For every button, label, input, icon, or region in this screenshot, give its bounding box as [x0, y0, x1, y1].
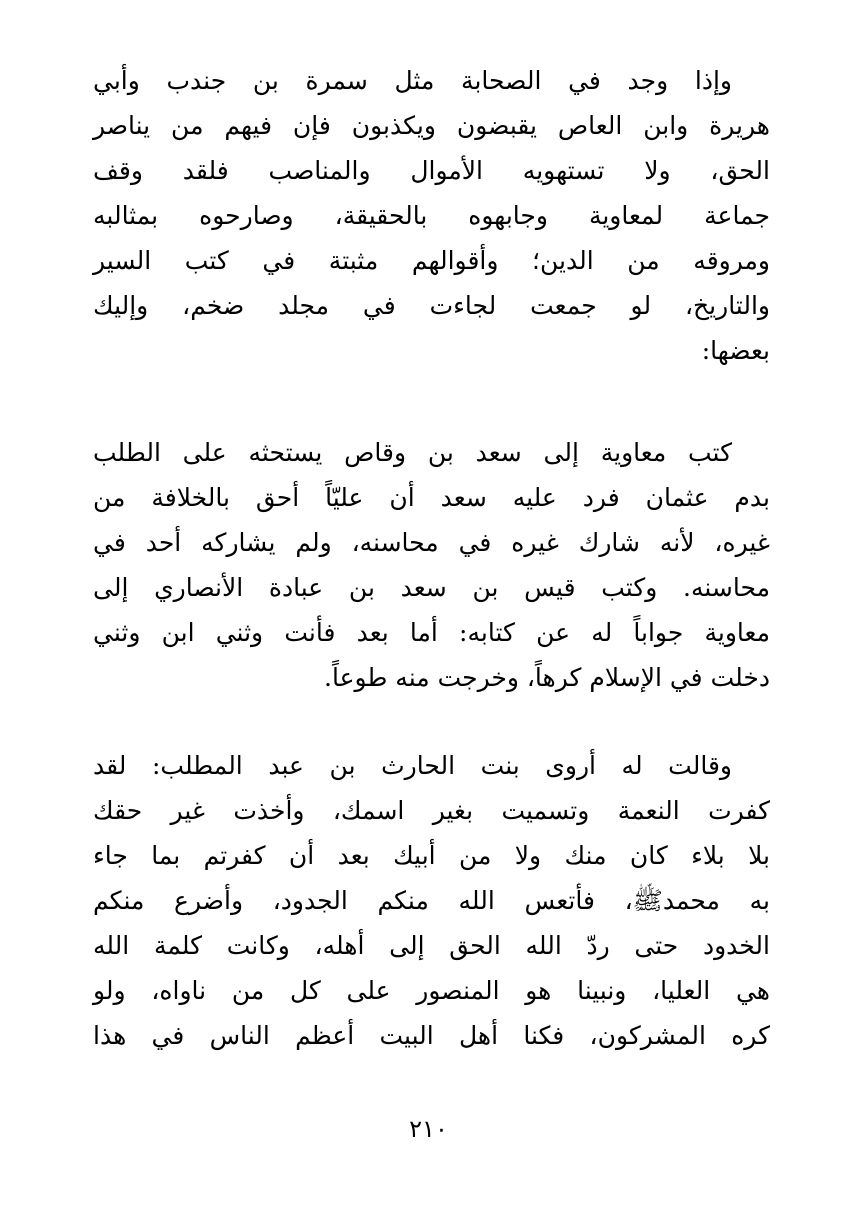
text-line: وإذا وجد في الصحابة مثل سمرة بن جندب وأبي [93, 66, 732, 95]
paragraph-1 [93, 58, 770, 373]
text-line: الخدود حتى ردّ الله الحق إلى أهله، وكانت كلمة الله [93, 931, 770, 960]
text-line: غيره، لأنه شارك غيره في محاسنه، ولم يشاركه أحد في [93, 528, 770, 557]
text-line: الحق، ولا تستهويه الأموال والمناصب فلقد وقف [93, 156, 770, 185]
text-line: ومروقه من الدين؛ وأقوالهم مثبتة في كتب السير [93, 246, 770, 275]
text-line: هي العليا، ونبينا هو المنصور على كل من ناواه، ولو [93, 976, 770, 1005]
text-line: كتب معاوية إلى سعد بن وقاص يستحثه على الطلب [93, 438, 732, 467]
text-line: والتاريخ، لو جمعت لجاءت في مجلد ضخم، وإليك [93, 291, 770, 320]
paragraph-2 [93, 430, 770, 700]
text-line: كره المشركون، فكنا أهل البيت أعظم الناس في هذا [93, 1021, 770, 1050]
text-line: معاوية جواباً له عن كتابه: أما بعد فأنت وثني ابن وثني [93, 618, 770, 647]
text-line: بلا بلاء كان منك ولا من أبيك بعد أن كفرتم بما جاء [93, 841, 770, 870]
text-line: بدم عثمان فرد عليه سعد أن عليّاً أحق بالخلافة من [93, 483, 770, 512]
paragraph-3 [93, 743, 770, 1058]
text-line: دخلت في الإسلام كرهاً، وخرجت منه طوعاً. [324, 663, 770, 692]
text-line: كفرت النعمة وتسميت بغير اسمك، وأخذت غير حقك [93, 796, 770, 825]
text-line: وقالت له أروى بنت الحارث بن عبد المطلب: لقد [93, 751, 732, 780]
text-line: محاسنه. وكتب قيس بن سعد بن عبادة الأنصاري إلى [93, 573, 770, 602]
page-number: ٢١٠ [409, 1115, 448, 1143]
text-line: بعضها: [701, 336, 770, 365]
text-line: به محمدﷺ، فأتعس الله منكم الجدود، وأضرع منكم [93, 886, 770, 915]
text-line: جماعة لمعاوية وجابهوه بالحقيقة، وصارحوه بمثالبه [93, 201, 770, 230]
text-line: هريرة وابن العاص يقبضون ويكذبون فإن فيهم من يناصر [93, 111, 770, 140]
